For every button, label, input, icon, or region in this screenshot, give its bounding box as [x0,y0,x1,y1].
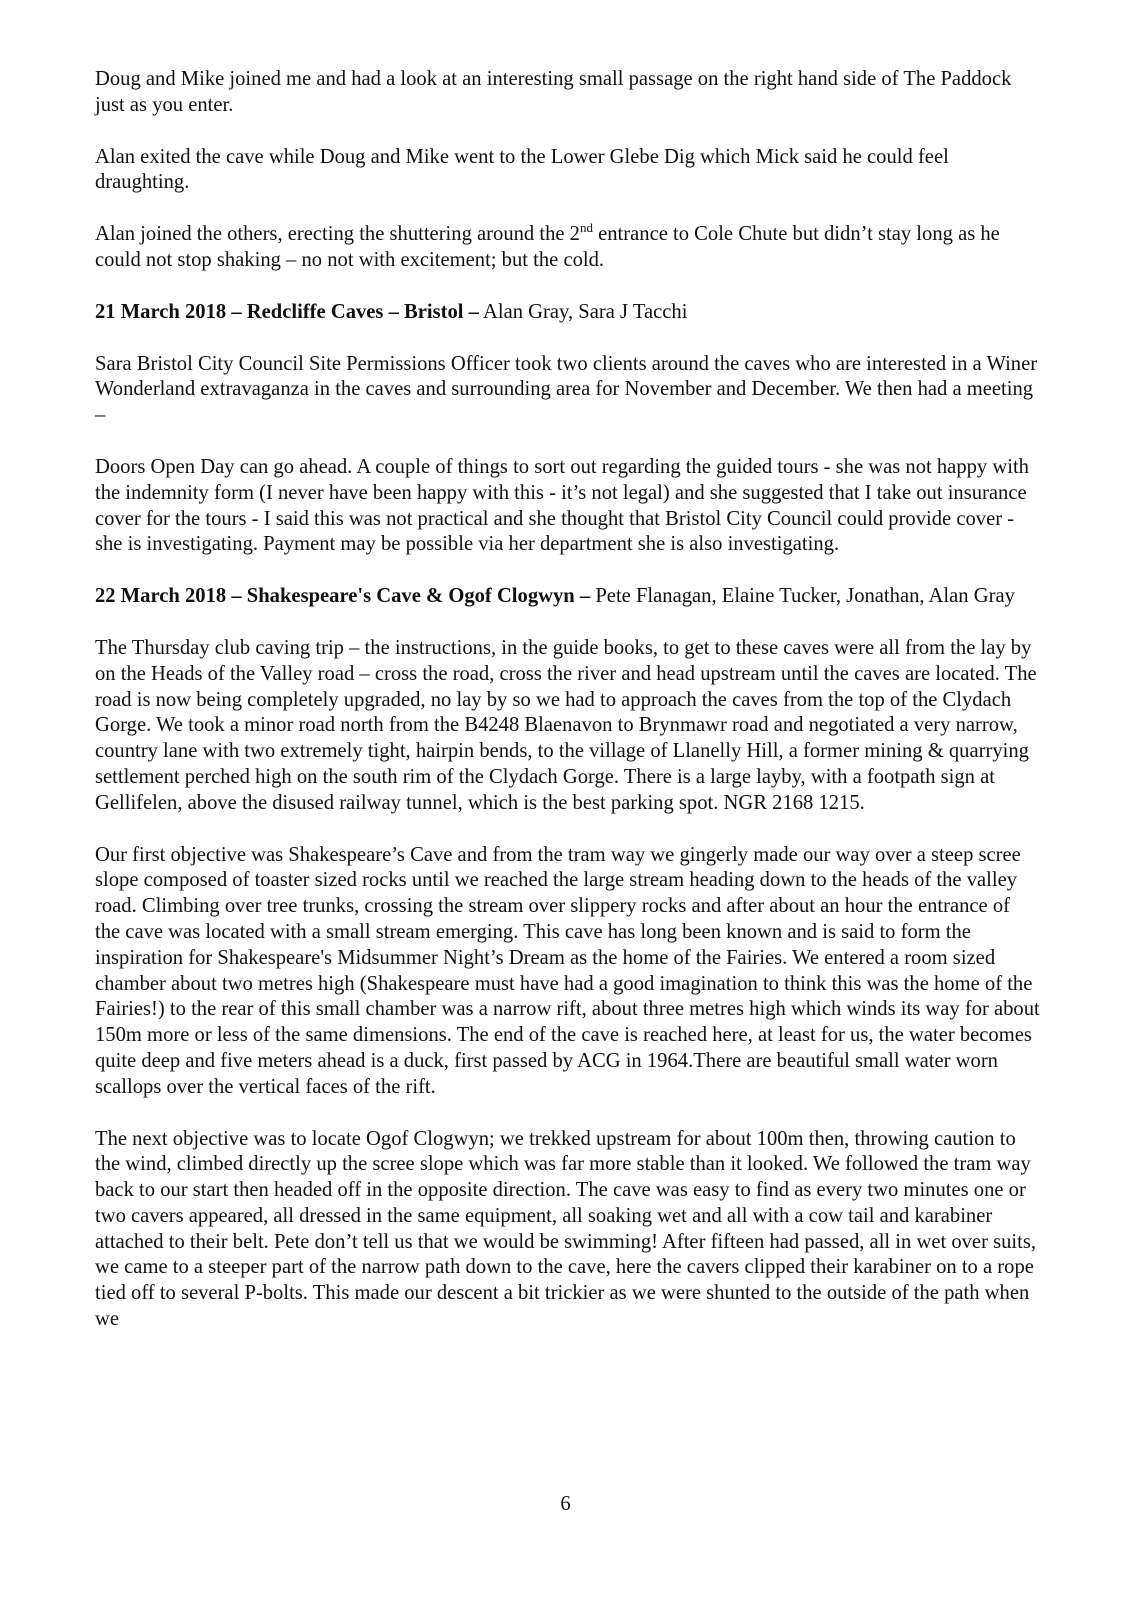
paragraph-site-permissions: Sara Bristol City Council Site Permissions Officer took two clients around the caves who are interested in a Winer Wonderland extravaganza in the caves and surrounding area for November and December. We then had a meeting – [95,352,1038,427]
paragraph-thursday-trip: The Thursday club caving trip – the instructions, in the guide books, to get to these caves were all from the lay by on the Heads of the Valley road – cross the road, cross the river and head upstream until the caves are located. The road is now being completely upgraded, no lay by so we had to approach the caves from the top of the Clydach Gorge. We took a minor road north from the B4248 Blaenavon to Brynmawr road and negotiated a very narrow, country lane with two extremely tight, hairpin bends, to the village of Llanelly Hill, a former mining & quarrying settlement perched high on the south rim of the Clydach Gorge. There is a large layby, with a footpath sign at Gellifelen, above the disused railway tunnel, which is the best parking spot. NGR 2168 1215. [95,636,1037,814]
trip-heading-shakespeare-title: 22 March 2018 – Shakespeare's Cave & Ogof Clogwyn – [95,585,591,608]
trip-heading-redcliffe-members: Alan Gray, Sara J Tacchi [478,300,688,323]
trip-heading-shakespeare [95,584,1040,610]
paragraph-paddock: Doug and Mike joined me and had a look at an interesting small passage on the right hand side of The Paddock just as you enter. [95,68,1012,116]
trip-heading-redcliffe [95,300,1040,326]
trip-heading-shakespeare-members: Pete Flanagan, Elaine Tucker, Jonathan, Alan Gray [590,585,1015,608]
paragraph-ogof-clogwyn: The next objective was to locate Ogof Clogwyn; we trekked upstream for about 100m then, throwing caution to the wind, climbed directly up the scree slope which was far more stable than it looked. We followed the tram way back to our start then headed off in the opposite direction. The cave was easy to find as every two minutes one or two cavers appeared, all dressed in the same equipment, all soaking wet and all with a cow tail and karabiner attached to their belt. Pete don’t tell us that we would be swimming! After fifteen had passed, all in wet over suits, we came to a steeper part of the narrow path down to the cave, here the cavers clipped their karabiner on to a rope tied off to several P-bolts. This made our descent a bit trickier as we were shunted to the outside of the path when we [95,1127,1036,1331]
cole-chute-text-before: Alan joined the others, erecting the shuttering around the 2 [95,223,580,246]
document-body [95,67,1040,1359]
paragraph-shakespeares-cave: Our first objective was Shakespeare’s Cave and from the tram way we gingerly made our way over a steep scree slope composed of toaster sized rocks until we reached the large stream heading down to the heads of the valley road. Climbing over tree trunks, crossing the stream over slippery rocks and after about an hour the entrance of the cave was located with a small stream emerging. This cave has long been known and is said to form the inspiration for Shakespeare's Midsummer Night’s Dream as the home of the Fairies. We entered a room sized chamber about two metres high (Shakespeare must have had a good imagination to think this was the home of the Fairies!) to the rear of this small chamber was a narrow rift, about three metres high which winds its way for about 150m more or less of the same dimensions. The end of the cave is reached here, at least for us, the water becomes quite deep and five meters ahead is a duck, first passed by ACG in 1964.There are beautiful small water worn scallops over the vertical faces of the rift. [95,843,1040,1098]
page-number: 6 [560,1493,571,1515]
paragraph-cole-chute [95,222,1040,274]
cole-chute-text-after: entrance to Cole Chute but didn’t stay long as he could not stop shaking – no not with excitement; but the cold. [95,223,1000,271]
paragraph-doors-open-day: Doors Open Day can go ahead. A couple of things to sort out regarding the guided tours - she was not happy with the indemnity form (I never have been happy with this - it’s not legal) and she suggested that I take out insurance cover for the tours - I said this was not practical and she thought that Bristol City Council could provide cover - she is investigating. Payment may be possible via her department she is also investigating. [95,455,1029,556]
paragraph-lower-glebe: Alan exited the cave while Doug and Mike went to the Lower Glebe Dig which Mick said he could feel draughting. [95,145,949,194]
ordinal-suffix: nd [579,220,593,236]
trip-heading-redcliffe-title: 21 March 2018 – Redcliffe Caves – Bristol – [95,300,479,323]
